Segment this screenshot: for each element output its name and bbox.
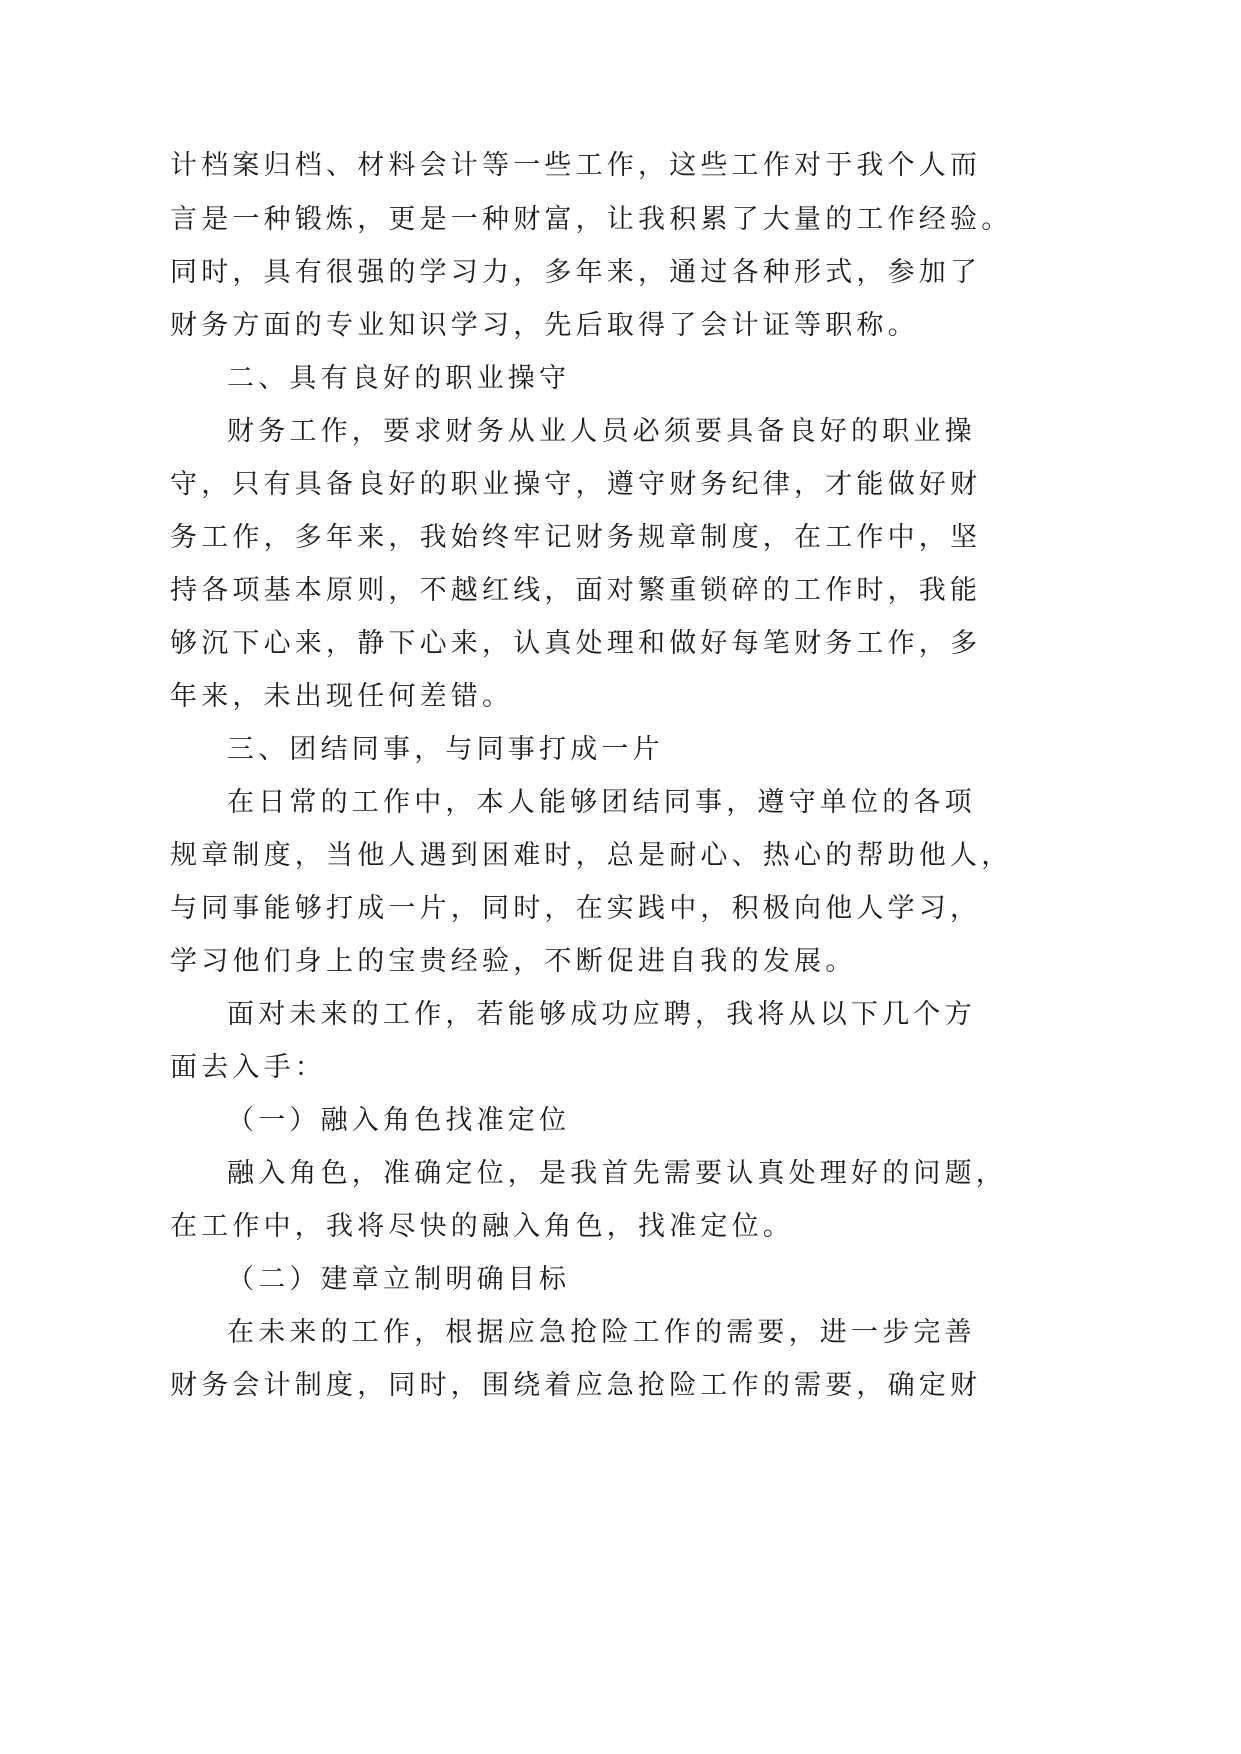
body-text-line: 言是一种锻炼，更是一种财富，让我积累了大量的工作经验。 [170,204,1013,235]
body-text-line: 同时，具有很强的学习力，多年来，通过各种形式，参加了 [170,257,982,288]
body-text-line: 融入角色，准确定位，是我首先需要认真处理好的问题， [227,1158,1007,1189]
section-heading-2: 二、具有良好的职业操守 [227,363,571,394]
body-text-line: 够沉下心来，静下心来，认真处理和做好每笔财务工作，多 [170,628,982,659]
body-text-line: 规章制度，当他人遇到困难时，总是耐心、热心的帮助他人， [170,840,1013,871]
body-text-line: 在工作中，我将尽快的融入角色，找准定位。 [170,1211,794,1242]
section-heading-3: 三、团结同事，与同事打成一片 [227,734,664,765]
body-text-line: 面对未来的工作，若能够成功应聘，我将从以下几个方 [227,999,976,1030]
body-text-line: 年来，未出现任何差错。 [170,681,514,712]
body-text-line: 财务方面的专业知识学习，先后取得了会计证等职称。 [170,310,919,341]
body-text-line: 财务工作，要求财务从业人员必须要具备良好的职业操 [227,416,976,447]
body-text-line: 持各项基本原则，不越红线，面对繁重锁碎的工作时，我能 [170,575,982,606]
body-text-line: 财务会计制度，同时，围绕着应急抢险工作的需要，确定财 [170,1370,982,1401]
subheading-1: （一）融入角色找准定位 [227,1105,571,1136]
body-text-line: 守，只有具备良好的职业操守，遵守财务纪律，才能做好财 [170,469,982,500]
body-text-line: 与同事能够打成一片，同时，在实践中，积极向他人学习， [170,893,982,924]
body-text-line: 在未来的工作，根据应急抢险工作的需要，进一步完善 [227,1317,976,1348]
body-text-line: 在日常的工作中，本人能够团结同事，遵守单位的各项 [227,787,976,818]
body-text-line: 务工作，多年来，我始终牢记财务规章制度，在工作中，坚 [170,522,982,553]
subheading-2: （二）建章立制明确目标 [227,1264,571,1295]
body-text-line: 计档案归档、材料会计等一些工作，这些工作对于我个人而 [170,150,982,181]
body-text-line: 学习他们身上的宝贵经验，不断促进自我的发展。 [170,946,857,977]
body-text-line: 面去入手： [170,1052,326,1083]
